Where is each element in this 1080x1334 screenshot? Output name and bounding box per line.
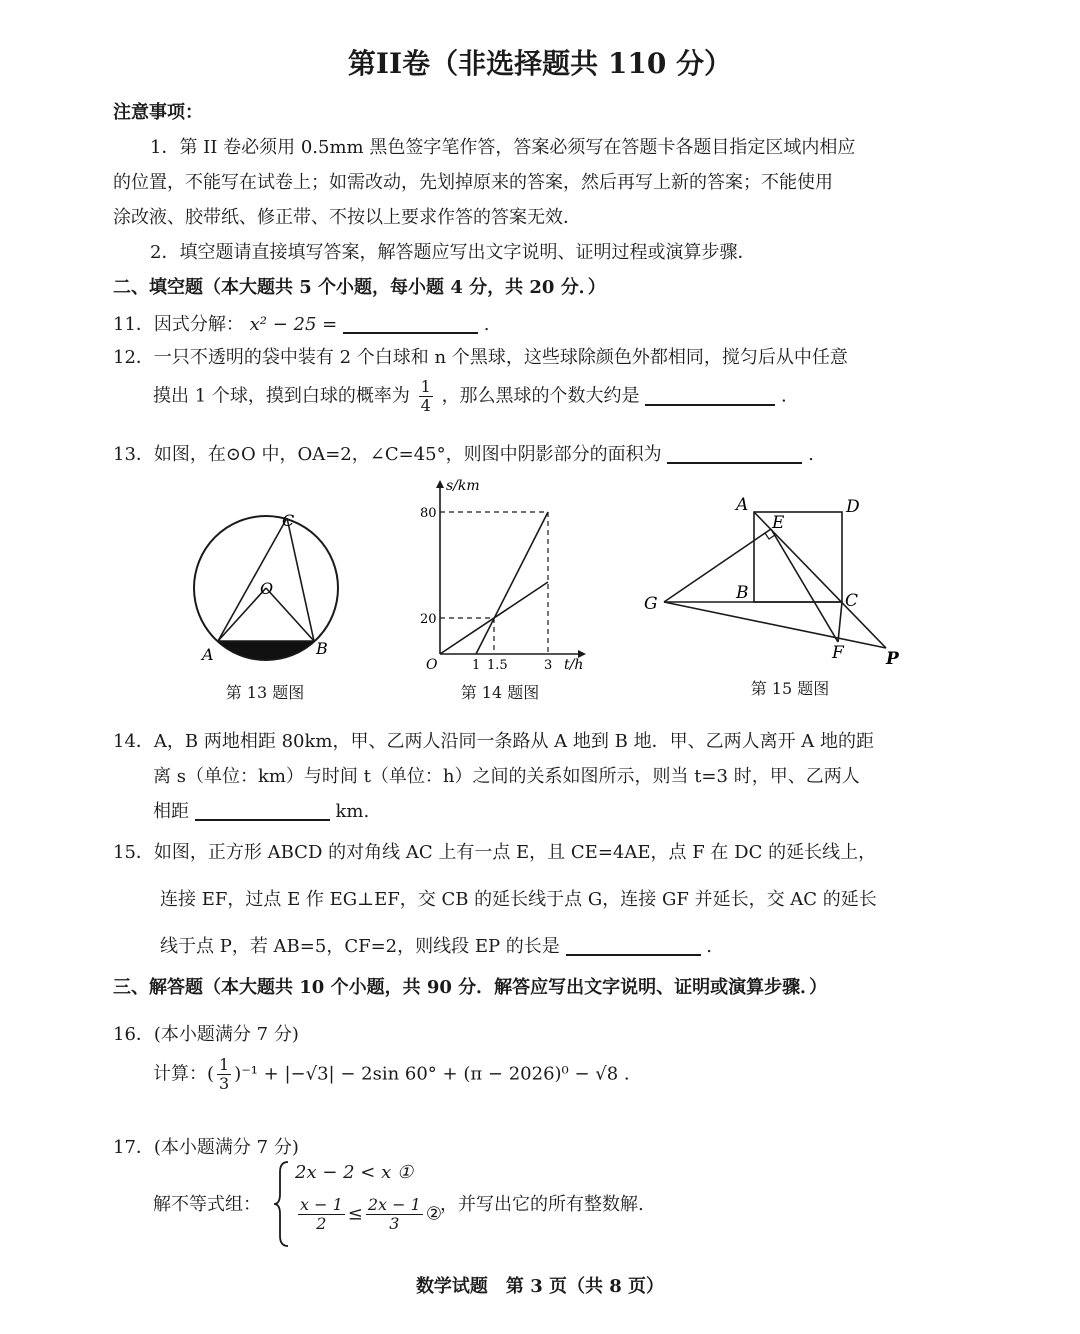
q17-ineq2-op: ≤ [347,1203,363,1225]
q12-line2-pre: 摸出 1 个球，摸到白球的概率为 [153,385,410,407]
figure-15 [640,492,910,672]
q15-line1: 15．如图，正方形 ABCD 的对角线 AC 上有一点 E，且 CE=4AE，点 F 在 DC 的延长线上， [113,842,877,863]
q14-answer-blank [195,799,330,821]
q17-ineq2-left-num: x − 1 [300,1195,343,1214]
q17-inequality-2 [295,1196,442,1233]
q12-fraction [419,378,433,415]
q17-ineq2-right-den: 3 [389,1214,400,1233]
q13-text: 13．如图，在⊙O 中，OA=2，∠C=45°，则图中阴影部分的面积为 [113,444,662,465]
notice-item1-line1: 1．第 II 卷必须用 0.5mm 黑色签字笔作答，答案必须写在答题卡各题目指定区域内相应 [150,137,856,158]
fig14-x-label: t/h [564,657,584,673]
fig14-xtick-1-5: 1.5 [487,658,508,673]
fig15-label-e: E [772,513,785,533]
question-11 [113,310,489,336]
section3-heading: 三、解答题（本大题共 10 个小题，共 90 分．解答应写出文字说明、证明或演算步骤．） [113,977,828,998]
fig15-caption: 第 15 题图 [750,679,830,698]
fig14-xtick-1: 1 [472,658,481,673]
q14-line1: 14．A，B 两地相距 80km，甲、乙两人沿同一条路从 A 地到 B 地．甲、乙两人离开 A 地的距 [113,731,875,752]
notice-item2: 2．填空题请直接填写答案，解答题应写出文字说明、证明过程或演算步骤． [150,242,756,263]
q15-answer-blank [566,934,701,956]
q17-ineq2-right [366,1196,423,1233]
fig14-caption: 第 14 题图 [460,683,540,702]
fig13-caption: 第 13 题图 [225,683,305,702]
question-13 [113,440,814,466]
q13-answer-blank [667,442,802,464]
q17-header: 17．(本小题满分 7 分) [113,1137,299,1158]
q16-fraction [217,1056,231,1093]
fig14-origin: O [426,657,438,673]
q17-ineq2-left [298,1196,345,1233]
figure-13 [180,500,360,680]
q16-expression-rest: )⁻¹ + |−√3| − 2sin 60° + (π − 2026)⁰ − √8 . [234,1063,630,1085]
fig15-label-p: P [886,649,899,669]
notice-item1-line2: 的位置，不能写在试卷上；如需改动，先划掉原来的答案，然后再写上新的答案；不能使用 [113,172,833,193]
q12-line1: 12．一只不透明的袋中装有 2 个白球和 n 个黑球，这些球除颜色外都相同，搅匀后从中任意 [113,347,848,368]
fig15-label-b: B [736,583,749,603]
q17-inequality-1: 2x − 2 < x ① [295,1162,414,1183]
q11-answer-blank [343,312,478,334]
q12-frac-num: 1 [420,377,431,396]
q15-line2: 连接 EF，过点 E 作 EG⊥EF，交 CB 的延长线于点 G，连接 GF 并延长，交 AC 的延长 [160,889,877,910]
q16-label: 计算： [153,1063,207,1085]
q16-expression: 计算：( $\frac{1}{3}$ )⁻¹ + |−√3| − 2sin 60° + (π − 2026)⁰ − √8 . [153,1055,630,1093]
fig14-xtick-3: 3 [544,658,553,673]
notice-item1-line3: 涂改液、胶带纸、修正带、不按以上要求作答的答案无效． [113,207,581,228]
q12-line2-post: ，那么黑球的个数大约是 [441,385,640,407]
q15-line3 [160,932,712,958]
fig14-ytick-20: 20 [420,612,437,627]
q13-end: . [808,444,814,465]
q12-frac-den: 4 [420,396,431,415]
q14-line3-post: km. [335,801,370,822]
fig13-label-o: O [260,579,274,598]
fig13-label-a: A [202,645,214,664]
q14-line3-pre: 相距 [153,801,189,822]
fig15-label-f: F [832,643,844,663]
q17-suffix: ，并写出它的所有整数解. [440,1194,644,1215]
fig13-label-b: B [316,639,328,658]
fig14-ytick-80: 80 [420,506,437,521]
q17-ineq2-right-num: 2x − 1 [367,1195,421,1214]
q14-line2: 离 s（单位：km）与时间 t（单位：h）之间的关系如图所示，则当 t=3 时，甲、乙两人 [153,766,860,787]
section2-heading: 二、填空题（本大题共 5 个小题，每小题 4 分，共 20 分．） [113,277,606,298]
q17-brace [272,1160,292,1248]
fig15-label-a: A [736,495,749,515]
q16-header: 16．(本小题满分 7 分) [113,1024,299,1045]
q14-line3 [153,797,369,823]
q16-frac-den: 3 [219,1074,230,1093]
q11-end: . [483,314,490,335]
q12-answer-blank [645,384,775,406]
q11-prefix: 11．因式分解： [113,314,244,335]
fig15-label-c: C [845,591,859,611]
q17-ineq2-left-den: 2 [316,1214,327,1233]
fig13-label-c: C [282,511,295,530]
q12-end: . [781,385,787,407]
q12-line2 [153,378,787,415]
fig15-label-g: G [644,594,658,614]
q17-ineq2-mark: ② [425,1203,442,1225]
page-footer: 数学试题 第 3 页（共 8 页） [415,1276,665,1297]
q11-expression: x² − 25 = [249,314,338,335]
q17-label: 解不等式组： [153,1194,261,1215]
notice-heading: 注意事项： [113,102,203,123]
fig14-y-label: s/km [446,478,480,494]
fig15-label-d: D [846,497,860,517]
page-title: 第II卷（非选择题共 110 分） [347,47,733,80]
q15-line3-pre: 线于点 P，若 AB=5，CF=2，则线段 EP 的长是 [160,936,560,957]
figure-14 [410,472,590,677]
q15-end: . [706,936,713,957]
q16-frac-num: 1 [219,1055,230,1074]
